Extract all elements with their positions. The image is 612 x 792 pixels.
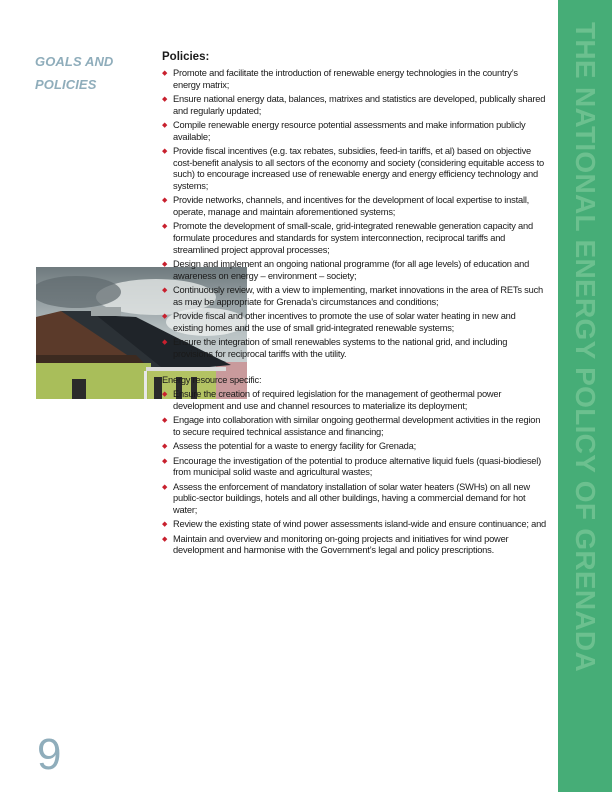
energy-resource-list <box>162 389 547 557</box>
diamond-bullet-icon: ◆ <box>162 287 168 295</box>
list-item: ◆ Ensure the creation of required legislation for the management of geothermal power development and use and channel resources to materialize its deployment; <box>162 389 502 412</box>
diamond-bullet-icon: ◆ <box>162 443 168 451</box>
list-item: ◆ Provide fiscal and other incentives to promote the use of solar water heating in new and existing homes and the use of small grid-integrated renewable systems; <box>162 311 516 333</box>
diamond-bullet-icon: ◆ <box>162 391 168 399</box>
diamond-bullet-icon: ◆ <box>162 483 168 491</box>
diamond-bullet-icon: ◆ <box>162 339 168 347</box>
policies-final-list <box>162 337 547 361</box>
diamond-bullet-icon: ◆ <box>162 521 168 529</box>
diamond-bullet-icon: ◆ <box>162 535 168 543</box>
diamond-bullet-icon: ◆ <box>162 197 168 205</box>
policies-content <box>162 52 547 560</box>
diamond-bullet-icon: ◆ <box>162 95 168 103</box>
diamond-bullet-icon: ◆ <box>162 147 168 155</box>
list-item: ◆ Ensure the integration of small renewables systems to the national grid, and including provisions for reciprocal tariffs with the utility. <box>162 337 508 359</box>
section-heading-line1: GOALS AND <box>35 54 114 69</box>
list-item: ◆ Maintain and overview and monitoring on-going projects and initiatives for wind power development and harmonise with the Government’s legal and policy prescriptions. <box>162 533 509 556</box>
list-item: ◆ Assess the enforcement of mandatory installation of solar water heaters (SWHs) on all new public-sector buildings, hotels and all other buildings, having a commercial demand for hot water; <box>162 481 530 516</box>
list-item: ◆ Provide fiscal incentives (e.g. tax rebates, subsidies, feed-in tariffs, et al) based on objective cost-benefit analysis to all sectors of the economy and society (considering equitable access to such) to encourage increased use of renewable energy and energy efficiency technology and systems; <box>162 145 544 192</box>
list-item: ◆ Provide networks, channels, and incentives for the development of local expertise to install, operate, manage and maintain aforementioned systems; <box>162 195 530 218</box>
list-item: ◆ Promote and facilitate the introduction of renewable energy technologies in the country’s energy matrix; <box>162 67 518 90</box>
list-item: ◆ Encourage the investigation of the potential to produce alternative liquid fuels (quasi-biodiesel) from municipal solid waste and agricultural wastes; <box>162 455 542 478</box>
list-item: ◆ Ensure national energy data, balances, matrixes and statistics are developed, publically shared and regularly updated; <box>162 93 546 116</box>
diamond-bullet-icon: ◆ <box>162 313 168 321</box>
diamond-bullet-icon: ◆ <box>162 69 168 77</box>
list-item: ◆ Continuously review, with a view to implementing, market innovations in the area of RETs such as may be appropriate for Grenada’s circumstances and conditions; <box>162 285 543 307</box>
list-item: ◆ Engage into collaboration with similar ongoing geothermal development activities in the region to secure required technical assistance and financing; <box>162 415 541 438</box>
section-heading <box>35 50 113 96</box>
energy-resource-label: Energy resource specific: <box>162 374 262 385</box>
list-item: ◆ Assess the potential for a waste to energy facility for Grenada; <box>162 441 416 452</box>
list-item: ◆ Design and implement an ongoing national programme (for all age levels) of education and awareness on energy – environment – society; <box>162 259 530 281</box>
section-heading-line2: POLICIES <box>35 77 97 92</box>
diamond-bullet-icon: ◆ <box>162 261 168 269</box>
list-item: ◆ Review the existing state of wind power assessments island-wide and ensure continuance; and <box>162 519 547 530</box>
page-number: 9 <box>37 730 62 779</box>
policies-indented-list <box>162 221 547 334</box>
list-item: ◆ Compile renewable energy resource potential assessments and make information publicly available; <box>162 119 526 142</box>
diamond-bullet-icon: ◆ <box>162 417 168 425</box>
document-title: THE NATIONAL ENERGY POLICY OF GRENADA <box>570 22 601 672</box>
policies-title: Policies: <box>162 51 210 63</box>
diamond-bullet-icon: ◆ <box>162 223 168 231</box>
diamond-bullet-icon: ◆ <box>162 457 168 465</box>
policies-list <box>162 68 547 219</box>
document-title-band <box>558 0 612 792</box>
list-item: ◆ Promote the development of small-scale, grid-integrated renewable generation capacity and formulate procedures and standards for system interconnection, reciprocal tariffs and streamlined project approval processes; <box>162 221 533 255</box>
diamond-bullet-icon: ◆ <box>162 121 168 129</box>
